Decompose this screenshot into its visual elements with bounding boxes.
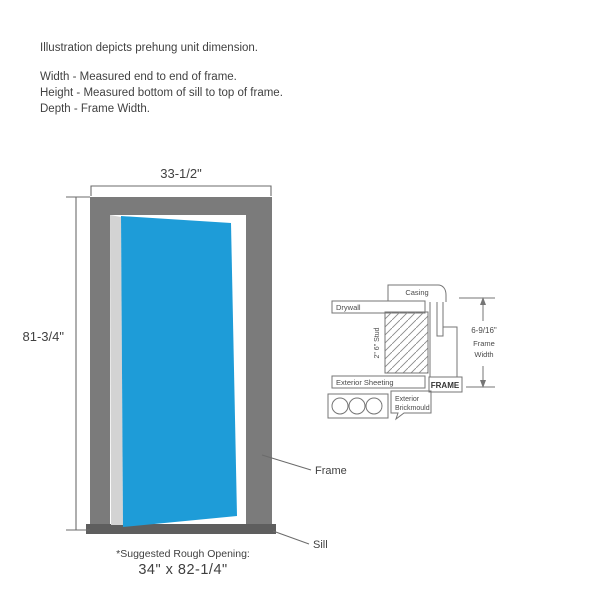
brickmould-bead-1 [332, 398, 348, 414]
brickmould-bead-2 [349, 398, 365, 414]
frame-label: Frame [315, 465, 347, 477]
rough-opening-value: 34" x 82-1/4" [138, 562, 228, 578]
drywall-label: Drywall [336, 303, 361, 312]
frame-width-value: 6-9/16" [471, 326, 497, 335]
frame-cross-section [328, 285, 497, 419]
door-sill [86, 524, 276, 534]
casing-label: Casing [405, 288, 429, 297]
sill-leader-line [273, 531, 309, 544]
description-line-1: Illustration depicts prehung unit dimension. [40, 42, 258, 54]
exterior-sheeting-label: Exterior Sheeting [336, 378, 394, 387]
height-dimension [66, 197, 90, 530]
door-panel [121, 216, 237, 527]
description-line-4: Depth - Frame Width. [40, 103, 150, 115]
frame-width-label-line2: Width [474, 350, 494, 359]
stud-label: 2" 6" Stud [374, 327, 381, 359]
sill-label: Sill [313, 539, 328, 551]
door-hinge-edge [110, 215, 123, 525]
prehung-door-drawing [86, 197, 276, 534]
brickmould-label-line2: Brickmould [395, 405, 430, 412]
width-dimension [91, 186, 271, 196]
brickmould-bead-3 [366, 398, 382, 414]
rough-opening-caption: *Suggested Rough Opening: [116, 548, 250, 560]
brickmould-label-line1: Exterior [395, 396, 420, 403]
width-dimension-label: 33-1/2" [160, 166, 202, 181]
frame-section-label: FRAME [430, 381, 460, 390]
description-line-3: Height - Measured bottom of sill to top of frame. [40, 87, 283, 99]
stud-box [385, 312, 428, 373]
frame-width-label-line1: Frame [473, 339, 495, 348]
frame-jamb-profile [430, 302, 457, 377]
rough-opening-note [83, 548, 283, 578]
description-line-2: Width - Measured end to end of frame. [40, 71, 237, 83]
height-dimension-label: 81-3/4" [22, 329, 64, 344]
